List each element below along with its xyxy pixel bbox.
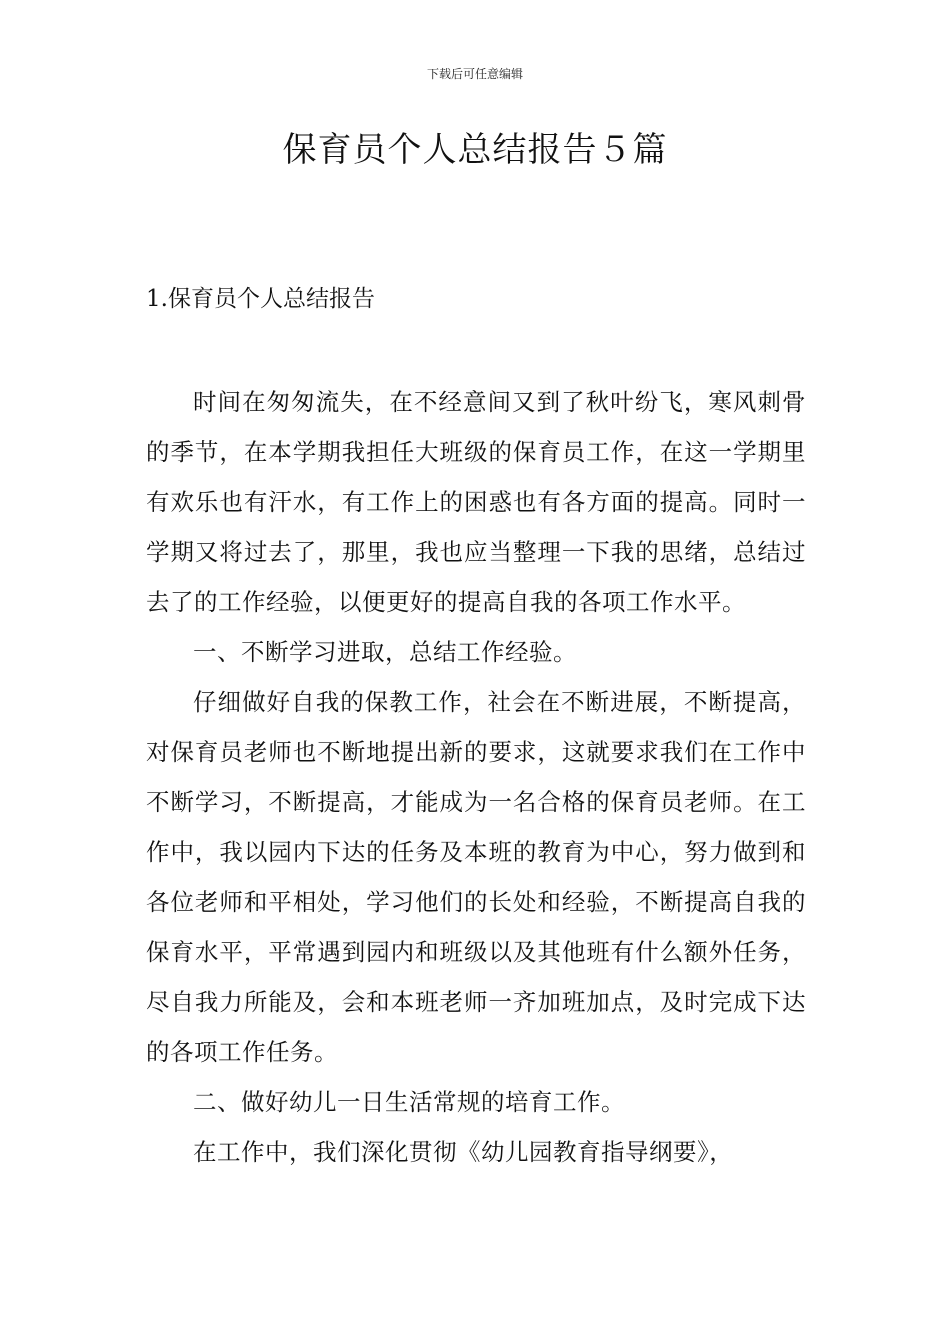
body-text [146,377,806,1177]
paragraph-routine: 在工作中，我们深化贯彻《幼儿园教育指导纲要》， [193,1138,734,1166]
paragraph-heading-two: 二、做好幼儿一日生活常规的培育工作。 [193,1088,625,1116]
document-title: 保育员个人总结报告５篇 [282,130,668,170]
paragraph-intro: 时间在匆匆流失，在不经意间又到了秋叶纷飞，寒风刺骨的季节，在本学期我担任大班级的保育员工作，在这一学期里有欢乐也有汗水，有工作上的困惑也有各方面的提高。同时一学期又将过去了，那里，我也应当整理一下我的思绪，总结过去了的工作经验，以便更好的提高自我的各项工作水平。 [146,388,806,616]
paragraph-study: 仔细做好自我的保教工作，社会在不断进展，不断提高，对保育员老师也不断地提出新的要求，这就要求我们在工作中不断学习，不断提高，才能成为一名合格的保育员老师。在工作中，我以园内下达的任务及本班的教育为中心，努力做到和各位老师和平相处，学习他们的长处和经验，不断提高自我的保育水平，平常遇到园内和班级以及其他班有什么额外任务，尽自我力所能及，会和本班老师一齐加班加点，及时完成下达的各项工作任务。 [146,688,806,1066]
header-note: 下载后可任意编辑 [426,67,523,81]
paragraph-heading-one: 一、不断学习进取，总结工作经验。 [193,638,577,666]
section-heading: 1.保育员个人总结报告 [146,286,375,312]
